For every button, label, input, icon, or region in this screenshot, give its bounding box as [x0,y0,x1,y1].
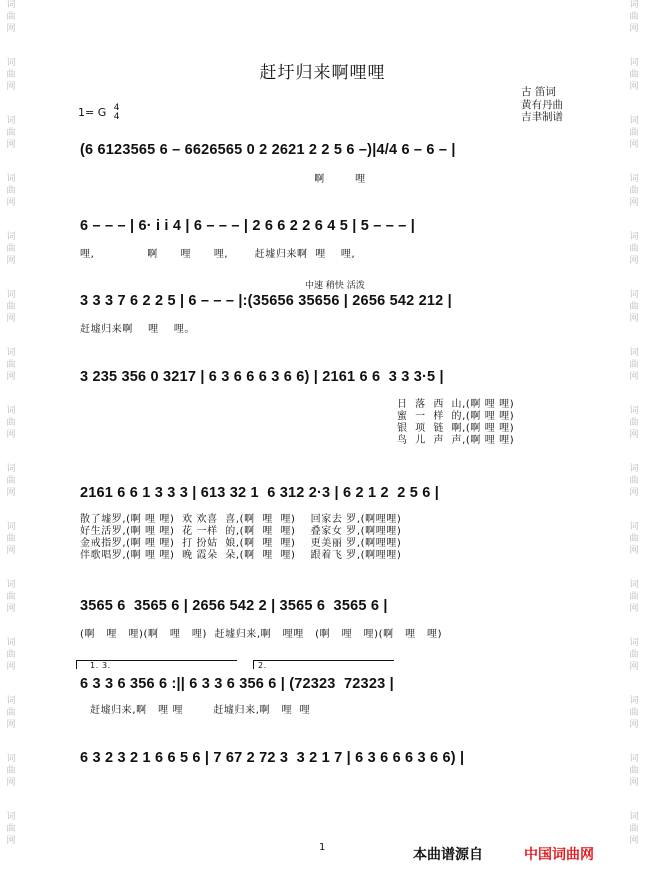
watermark-text: 词 曲 网 [6,232,16,266]
credits [521,86,563,124]
watermark-text: 词 曲 网 [629,232,639,266]
lyric-line: 伴歌唱罗,(啊 哩 哩) 晚 霞朵 朵,(啊 哩 哩) 跟着飞 罗,(啊哩哩) [80,550,402,561]
notation: 2161 6 6 1 3 3 3 | 613 32 1 6 312 2·3 | 6 2 1 2 2 5 6 | [80,485,439,501]
watermark-text: 词 曲 网 [6,290,16,324]
watermark-text: 词 曲 网 [629,754,639,788]
lyric-line: 啊 哩 [80,174,366,185]
lyric-line: 散了墟罗,(啊 哩 哩) 欢 欢喜 喜,(啊 哩 哩) 回家去 罗,(啊哩哩) [80,514,402,525]
lyric-line: 蜜 一 样 的,(啊 哩 哩) [397,411,515,422]
watermark-text: 词 曲 网 [629,812,639,846]
key-label: 1= G [78,106,107,119]
lyric-line: 鸟 儿 声 声,(啊 哩 哩) [397,435,515,446]
key-signature [78,104,119,122]
watermark-text: 词 曲 网 [6,174,16,208]
watermark-text: 词 曲 网 [629,696,639,730]
notation: 3565 6 3565 6 | 2656 542 2 | 3565 6 3565 6 | [80,598,388,614]
watermark-text: 词 曲 网 [6,812,16,846]
watermark-text: 词 曲 网 [629,290,639,324]
lyric-line: (啊 哩 哩)(啊 哩 哩) 赶墟归来,啊 哩哩 (啊 哩 哩)(啊 哩 哩) [80,629,443,640]
watermark-left [2,0,20,891]
lyric-line: 哩, 啊 哩 哩, 赶墟归来啊 哩 哩, [80,249,356,260]
watermark-text: 词 曲 网 [629,406,639,440]
watermark-text: 词 曲 网 [6,638,16,672]
notation: 3 3 3 7 6 2 2 5 | 6 – – – |:(35656 35656 | 2656 542 212 | [80,293,452,309]
watermark-text: 词 曲 网 [629,464,639,498]
watermark-text: 词 曲 网 [6,464,16,498]
composer-credit: 黄有丹曲 [521,98,563,111]
lyricist-credit: 古 笛词 [521,86,556,98]
time-sig-bottom: 4 [113,112,120,122]
source-label: 本曲谱源自 [413,847,483,863]
lyric-line: 好生活罗,(啊 哩 哩) 花 一样 的,(啊 哩 哩) 叠家女 罗,(啊哩哩) [80,526,402,537]
watermark-text: 词 曲 网 [629,522,639,556]
watermark-text: 词 曲 网 [629,348,639,382]
watermark-text: 词 曲 网 [629,638,639,672]
lyric-line: 赶墟归来啊 哩 哩。 [80,324,196,335]
lyric-line: 日 落 西 山,(啊 哩 哩) [397,399,515,410]
watermark-text: 词 曲 网 [6,754,16,788]
watermark-text: 词 曲 网 [629,58,639,92]
volta-label-2: 2. [258,661,267,670]
lyric-line: 银 项 链 啊,(啊 哩 哩) [397,423,515,434]
notation: 6 3 3 6 356 6 :|| 6 3 3 6 356 6 | (72323 72323 | [80,676,394,692]
notation: 3 235 356 0 3217 | 6 3 6 6 6 3 6 6) | 2161 6 6 3 3 3·5 | [80,369,444,385]
notation: 6 – – – | 6· i i 4 | 6 – – – | 2 6 6 2 2 6 4 5 | 5 – – – | [80,218,415,234]
watermark-text: 词 曲 网 [629,580,639,614]
notator-credit: 吉聿制谱 [521,111,563,123]
lyric-line: 金戒指罗,(啊 哩 哩) 打 扮姑 娘,(啊 哩 哩) 更美丽 罗,(啊哩哩) [80,538,402,549]
watermark-text: 词 曲 网 [6,580,16,614]
tempo-marking: 中速 稍快 活泼 [305,281,365,291]
watermark-text: 词 曲 网 [629,174,639,208]
page-number: 1 [319,842,326,853]
volta-label-1: 1. 3. [90,661,111,670]
watermark-text: 词 曲 网 [6,406,16,440]
watermark-text: 词 曲 网 [6,696,16,730]
notation: 6 3 2 3 2 1 6 6 5 6 | 7 67 2 72 3 3 2 1 7 | 6 3 6 6 6 3 6 6) | [80,750,465,766]
volta-bracket-2 [253,660,394,669]
watermark-text: 词 曲 网 [6,522,16,556]
watermark-right [625,0,643,891]
lyric-line: 赶墟归来,啊 哩 哩 赶墟归来,啊 哩 哩 [90,705,311,716]
page-title: 赶圩归来啊哩哩 [259,63,386,83]
watermark-text: 词 曲 网 [6,116,16,150]
notation: (6 6123565 6 – 6626565 0 2 2621 2 2 5 6 –)|4/4 6 – 6 – | [80,142,456,158]
watermark-text: 词 曲 网 [6,0,16,34]
time-signature [114,104,120,122]
watermark-text: 词 曲 网 [629,116,639,150]
brand-link[interactable]: 中国词曲网 [524,847,594,863]
watermark-text: 词 曲 网 [6,58,16,92]
watermark-text: 词 曲 网 [6,348,16,382]
watermark-text: 词 曲 网 [629,0,639,34]
time-sig-top: 4 [113,103,120,113]
